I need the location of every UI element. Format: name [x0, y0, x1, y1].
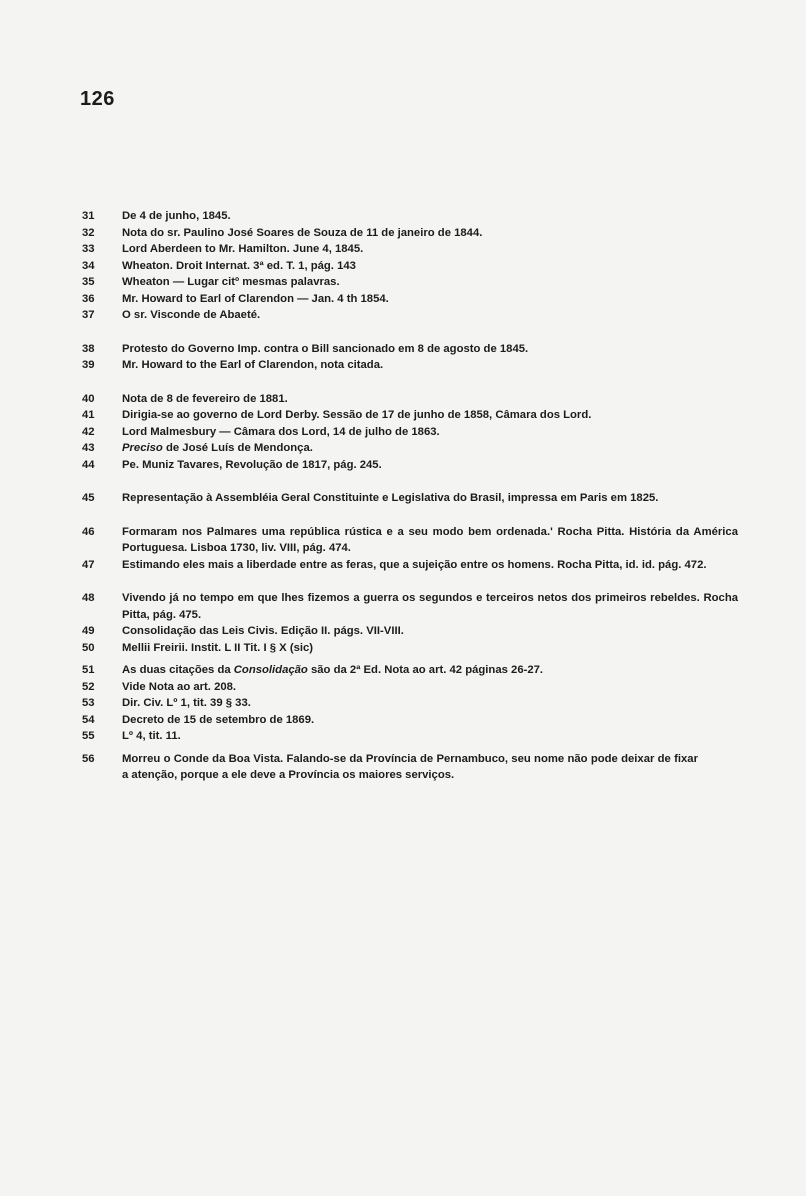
footnote-text: Vide Nota ao art. 208.: [122, 680, 237, 693]
footnote-43: [82, 440, 738, 457]
footnote-35: [82, 274, 738, 291]
footnote-text: Dir. Civ. Lº 1, tit. 39 § 33.: [122, 697, 251, 709]
footnotes-list: [82, 208, 738, 784]
footnote-text: [122, 440, 738, 457]
footnote-number: 43: [82, 442, 95, 454]
footnote-number: 42: [82, 425, 95, 438]
footnote-52: [82, 679, 738, 696]
footnote-text: Morreu o Conde da Boa Vista. Falando-se da Província de Pernambuco, seu nome não pode deixar de fixar a atenção, porque a ele deve a Província os maiores serviços.: [122, 752, 698, 781]
footnote-number: 33: [82, 243, 95, 255]
footnote-text: [122, 662, 738, 679]
footnote-text: Mr. Howard to Earl of Clarendon — Jan. 4 th 1854.: [122, 292, 389, 305]
footnote-number: 54: [82, 713, 95, 726]
footnote-text: Dirigia-se ao governo de Lord Derby. Sessão de 17 de junho de 1858, Câmara dos Lord.: [122, 409, 592, 421]
footnote-47: [82, 557, 738, 574]
footnote-number: 35: [82, 276, 95, 288]
footnote-text-pre: As duas citações da: [122, 664, 234, 676]
footnote-number: 38: [82, 342, 95, 355]
footnote-56: [82, 751, 738, 784]
footnote-number: 34: [82, 259, 95, 272]
footnote-number: 52: [82, 680, 95, 693]
footnote-45: [82, 490, 738, 507]
footnote-number: 40: [82, 392, 95, 405]
footnote-46: [82, 524, 738, 557]
footnote-53: [82, 695, 738, 712]
footnote-text: Mellii Freirii. Instit. L II Tit. I § X (sic): [122, 641, 314, 654]
footnote-54: [82, 712, 738, 729]
footnote-number: 55: [82, 730, 95, 742]
footnote-number: 39: [82, 359, 95, 371]
footnote-34: [82, 258, 738, 275]
footnote-50: [82, 640, 738, 657]
footnote-text: Protesto do Governo Imp. contra o Bill sancionado em 8 de agosto de 1845.: [122, 342, 529, 355]
footnote-text: O sr. Visconde de Abaeté.: [122, 309, 261, 321]
footnote-text: Nota de 8 de fevereiro de 1881.: [122, 392, 288, 405]
footnote-number: 36: [82, 292, 95, 305]
footnote-text: Nota do sr. Paulino José Soares de Souza de 11 de janeiro de 1844.: [122, 226, 483, 239]
footnote-44: [82, 457, 738, 474]
page-number: 126: [80, 88, 115, 110]
footnote-39: [82, 357, 738, 374]
footnote-text: Formaram nos Palmares uma república rústica e a seu modo bem ordenada.' Rocha Pitta. História da América Portuguesa. Lisboa 1730, liv. VIII, pág. 474.: [122, 525, 738, 554]
footnote-number: 41: [82, 409, 95, 421]
spacer: [82, 507, 738, 524]
footnote-40: [82, 391, 738, 408]
footnote-33: [82, 241, 738, 258]
spacer: [82, 573, 738, 590]
footnote-49: [82, 623, 738, 640]
footnote-37: [82, 307, 738, 324]
footnote-number: 49: [82, 625, 95, 637]
footnote-italic: Preciso: [122, 442, 163, 454]
footnote-text: Vivendo já no tempo em que lhes fizemos a guerra os segundos e terceiros netos dos primeiros rebeldes. Rocha Pitta, pág. 475.: [122, 592, 738, 621]
footnote-text: Representação à Assembléia Geral Constituinte e Legislativa do Brasil, impressa em Paris em 1825.: [122, 492, 659, 504]
footnote-text: Wheaton. Droit Internat. 3ª ed. T. 1, pág. 143: [122, 259, 356, 272]
footnote-48: [82, 590, 738, 623]
footnote-51: [82, 662, 738, 679]
footnote-text: Pe. Muniz Tavares, Revolução de 1817, pág. 245.: [122, 458, 382, 471]
footnote-text: Consolidação das Leis Civis. Edição II. págs. VII-VIII.: [122, 625, 404, 637]
footnote-text: Decreto de 15 de setembro de 1869.: [122, 713, 315, 726]
footnote-text: Estimando eles mais a liberdade entre as feras, que a sujeição entre os homens. Rocha Pitta, id. id. pág. 472.: [122, 558, 707, 571]
spacer: [82, 374, 738, 391]
footnote-31: [82, 208, 738, 225]
footnote-number: 37: [82, 309, 95, 321]
footnote-41: [82, 407, 738, 424]
footnote-text: Lord Malmesbury — Câmara dos Lord, 14 de julho de 1863.: [122, 425, 440, 438]
footnote-number: 50: [82, 641, 95, 654]
footnote-number: 32: [82, 226, 95, 239]
footnote-number: 53: [82, 697, 95, 709]
footnote-text-rest: de José Luís de Mendonça.: [162, 442, 313, 454]
footnote-32: [82, 225, 738, 242]
footnote-number: 44: [82, 458, 95, 471]
footnote-42: [82, 424, 738, 441]
footnote-number: 47: [82, 558, 95, 571]
footnote-38: [82, 341, 738, 358]
footnote-text: Wheaton — Lugar citº mesmas palavras.: [122, 276, 340, 288]
footnote-text: Mr. Howard to the Earl of Clarendon, nota citada.: [122, 359, 384, 371]
footnote-text-rest: são da 2ª Ed. Nota ao art. 42 páginas 26-27.: [307, 664, 544, 676]
footnote-text: Lº 4, tit. 11.: [122, 730, 181, 742]
footnote-number: 51: [82, 664, 95, 676]
spacer: [82, 324, 738, 341]
footnote-36: [82, 291, 738, 308]
footnote-number: 46: [82, 525, 95, 538]
footnote-55: [82, 728, 738, 745]
footnote-text: De 4 de junho, 1845.: [122, 210, 231, 222]
footnote-number: 45: [82, 492, 95, 504]
footnote-number: 56: [82, 752, 95, 765]
footnote-italic: Consolidação: [233, 664, 308, 676]
footnote-text: Lord Aberdeen to Mr. Hamilton. June 4, 1845.: [122, 243, 364, 255]
footnote-number: 48: [82, 592, 95, 604]
footnote-number: 31: [82, 210, 95, 222]
spacer: [82, 473, 738, 490]
